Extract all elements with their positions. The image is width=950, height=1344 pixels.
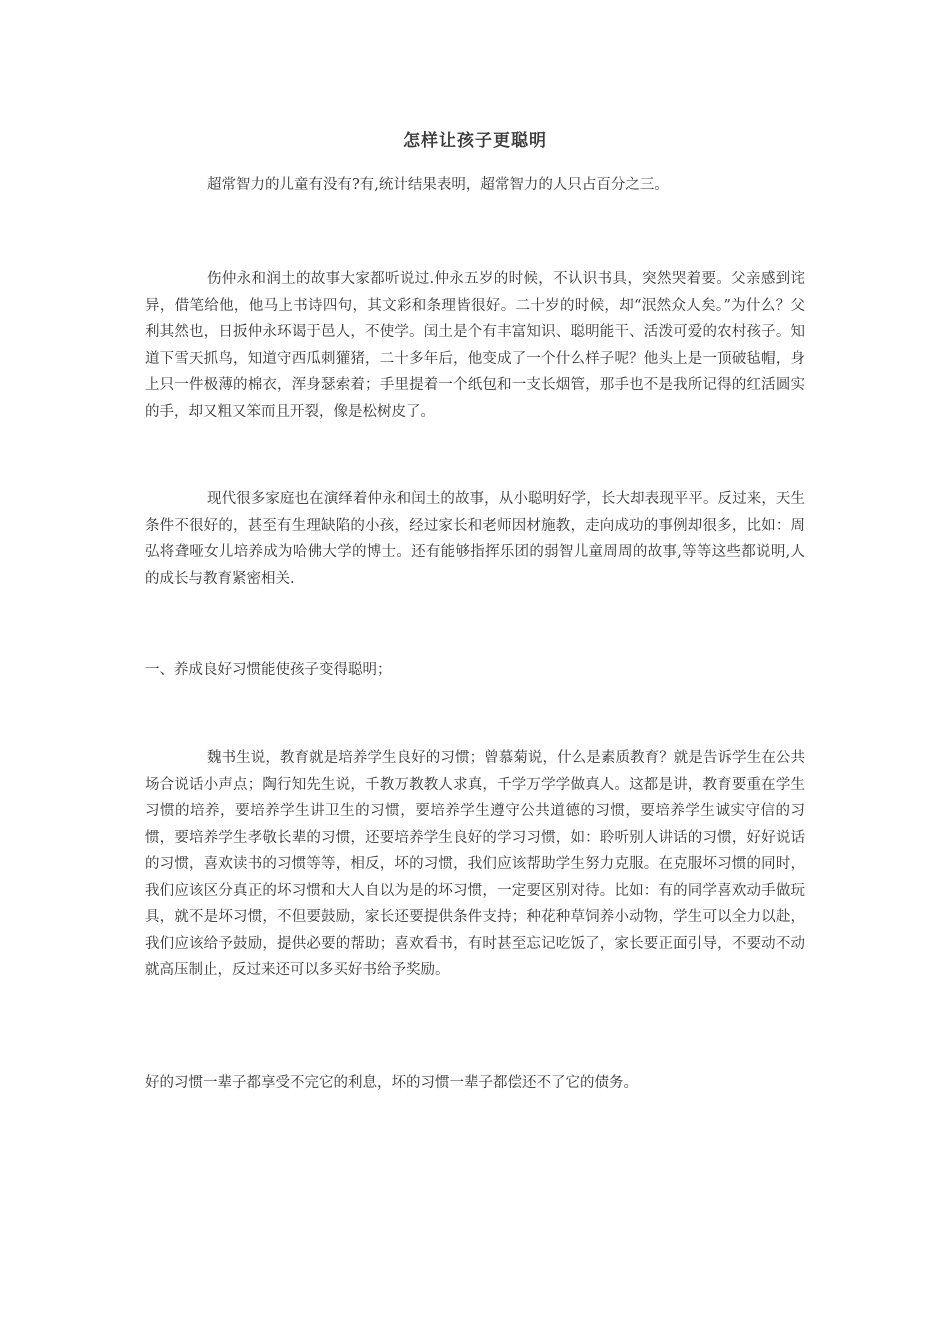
intro-paragraph: 超常智力的儿童有没有?有,统计结果表明，超常智力的人只占百分之三。 bbox=[207, 177, 669, 193]
paragraph-modern-families: 现代很多家庭也在演绎着仲永和闰土的故事，从小聪明好学，长大却表现平平。反过来，天生条件不很好的，甚至有生理缺陷的小孩，经过家长和老师因材施教，走向成功的事例却很多，比如：周弘将聋哑女儿培养成为哈佛大学的博士。还有能够指挥乐团的弱智儿童周周的故事,等等这些都说明,人的成长与教育紧密相关. bbox=[145, 491, 805, 587]
closing-paragraph: 好的习惯一辈子都享受不完它的利息，坏的习惯一辈子都偿还不了它的债务。 bbox=[145, 1075, 638, 1091]
paragraph-habit-education: 魏书生说，教育就是培养学生良好的习惯；曾慕菊说，什么是素质教育？就是告诉学生在公共场合说话小声点；陶行知先生说，千教万教教人求真，千学万学学做真人。这都是讲，教育要重在学生习惯的培养，要培养学生讲卫生的习惯，要培养学生遵守公共道德的习惯，要培养学生诚实守信的习惯，要培养学生孝敬长辈的习惯，还要培养学生良好的学习习惯，如：聆听别人讲话的习惯，好好说话的习惯，喜欢读书的习惯等等，相反，坏的习惯，我们应该帮助学生努力克服。在克服坏习惯的同时，我们应该区分真正的坏习惯和大人自以为是的坏习惯，一定要区别对待。比如：有的同学喜欢动手做玩具，就不是坏习惯，不但要鼓励，家长还要提供条件支持；种花种草饲养小动物，学生可以全力以赴，我们应该给予鼓励，提供必要的帮助；喜欢看书，有时甚至忘记吃饭了，家长要正面引导，不要动不动就高压制止，反过来还可以多买好书给予奖励。 bbox=[145, 750, 805, 978]
paragraph-zhongyong-runtu: 伤仲永和润土的故事大家都听说过.仲永五岁的时候，不认识书具，突然哭着要。父亲感到诧异，借笔给他，他马上书诗四句，其文彩和条理皆很好。二十岁的时候，却“泯然众人矣。”为什么？父利其然也，日扳仲永环谒于邑人，不使学。闰土是个有丰富知识、聪明能干、活泼可爱的农村孩子。知道下雪天抓鸟，知道守西瓜刺獾猪，二十多年后，他变成了一个什么样子呢？他头上是一顶破毡帽，身上只一件极薄的棉衣，浑身瑟索着；手里提着一个纸包和一支长烟管，那手也不是我所记得的红活圆实的手，却又粗又笨而且开裂，像是松树皮了。 bbox=[145, 271, 805, 420]
document-title: 怎样让孩子更聪明 bbox=[403, 131, 547, 151]
section-heading-good-habits: 一、养成良好习惯能使孩子变得聪明； bbox=[145, 662, 392, 678]
